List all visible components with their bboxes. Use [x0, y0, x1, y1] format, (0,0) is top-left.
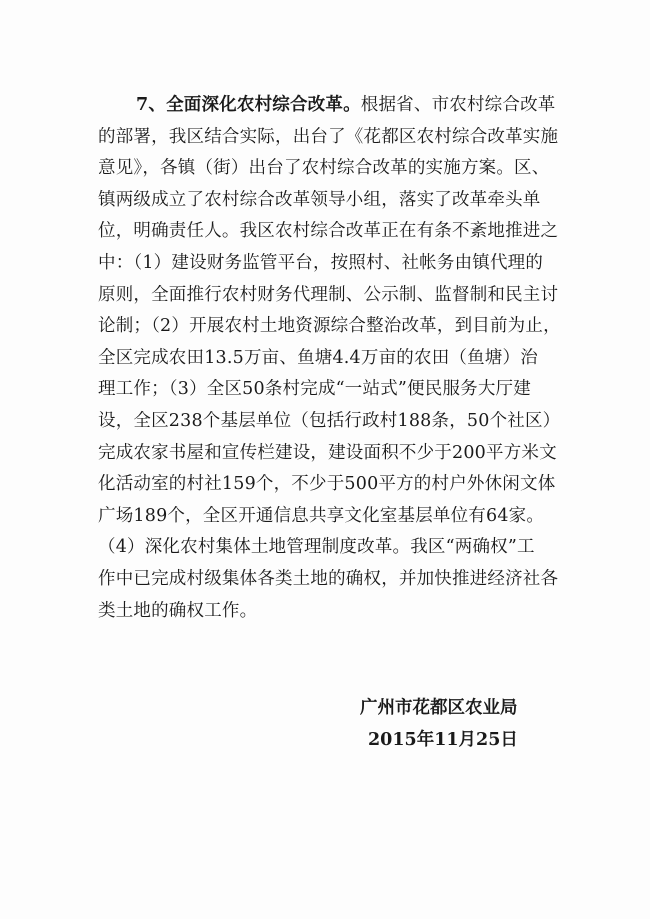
text-line-2: 的部署，我区结合实际，出台了《花都区农村综合改革实施 — [98, 126, 559, 147]
text-line-9: 全区完成农田13.5万亩、鱼塘4.4万亩的农田（鱼塘）治 — [98, 347, 538, 368]
body-paragraph — [98, 90, 561, 627]
text-line-12: 完成农家书屋和宣传栏建设，建设面积不少于200平方米文 — [98, 442, 557, 463]
text-line-15: （4）深化农村集体土地管理制度改革。我区“两确权”工 — [98, 537, 535, 558]
text-line-3: 意见》，各镇（街）出台了农村综合改革的实施方案。区、 — [98, 158, 550, 179]
text-line-1-rest: 根据省、市农村综合改革 — [360, 95, 556, 115]
text-line-10: 理工作；（3）全区50条村完成“一站式”便民服务大厅建 — [98, 379, 531, 400]
signing-date: 2015年11月25日 — [368, 730, 518, 750]
text-line-8: 论制；（2）开展农村土地资源综合整治改革，到目前为止， — [98, 316, 561, 337]
section-heading: 7、全面深化农村综合改革。 — [136, 95, 361, 115]
signature-block — [360, 692, 518, 756]
text-line-14: 广场189个，全区开通信息共享文化室基层单位有64家。 — [98, 505, 545, 526]
signing-organization: 广州市花都区农业局 — [360, 698, 518, 718]
text-line-7: 原则，全面推行农村财务代理制、公示制、监督制和民主讨 — [98, 284, 559, 305]
text-line-13: 化活动室的村社159个，不少于500平方的村户外休闲文体 — [98, 474, 556, 495]
text-line-6: 中：（1）建设财务监管平台，按照村、社帐务由镇代理的 — [98, 252, 544, 273]
text-line-4: 镇两级成立了农村综合改革领导小组，落实了改革牵头单 — [98, 189, 541, 210]
text-line-17: 类土地的确权工作。 — [98, 600, 258, 621]
text-line-16: 作中已完成村级集体各类土地的确权，并加快推进经济社各 — [98, 568, 559, 589]
text-line-1 — [98, 90, 558, 122]
text-line-11: 设，全区238个基层单位（包括行政村188条，50个社区） — [98, 410, 561, 431]
text-line-5: 位，明确责任人。我区农村综合改革正在有条不紊地推进之 — [98, 221, 559, 242]
